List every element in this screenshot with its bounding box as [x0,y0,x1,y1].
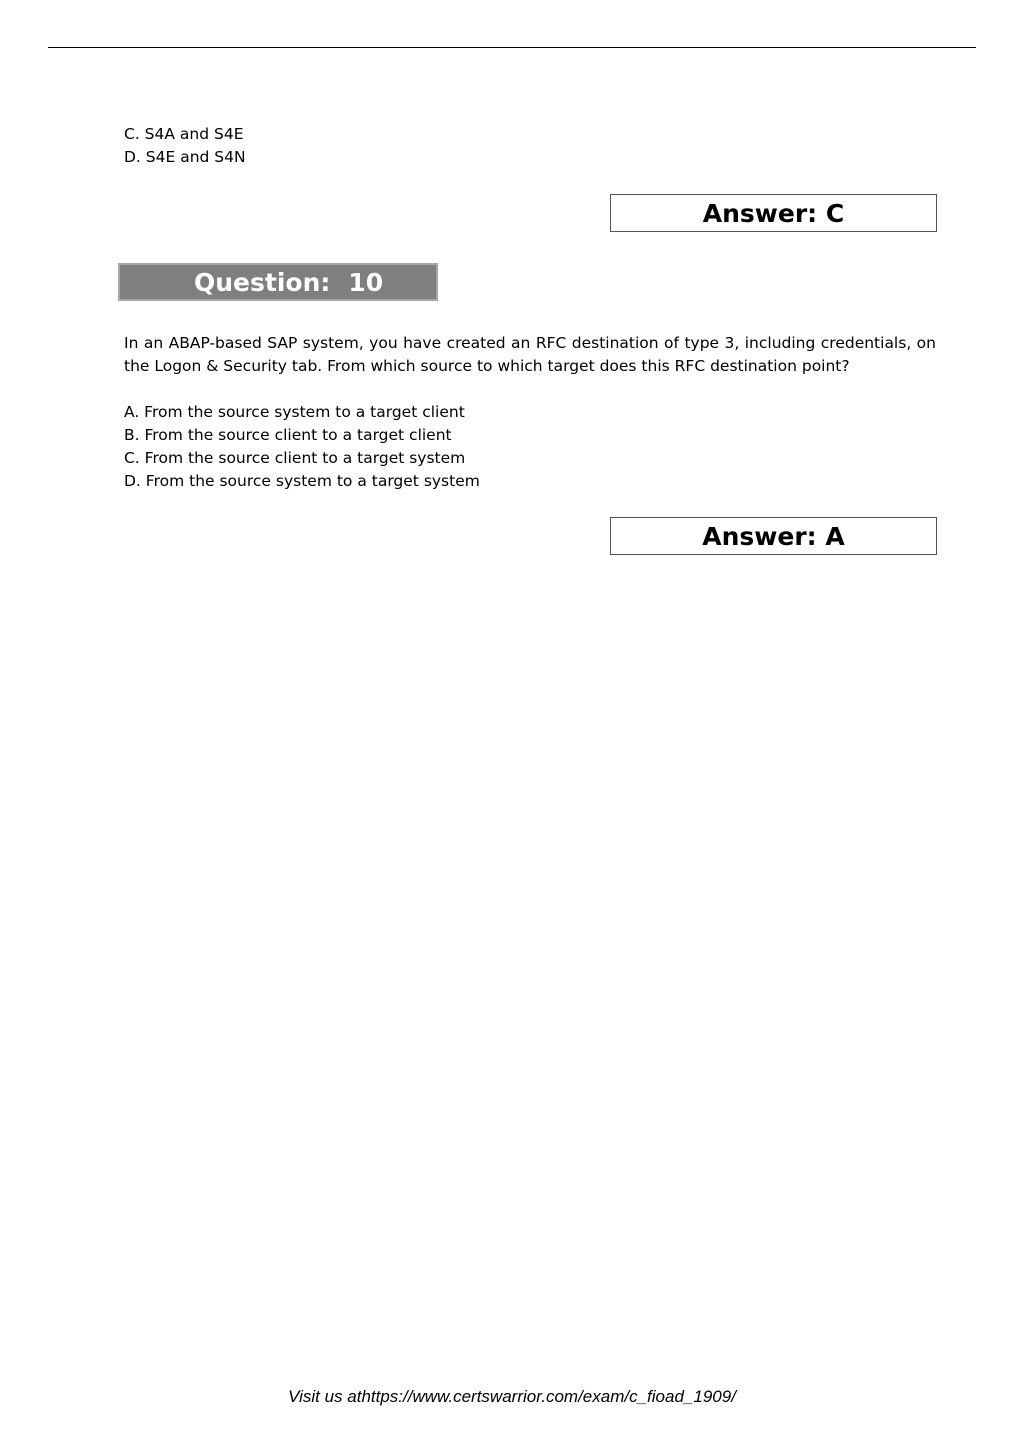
previous-answer-box [610,194,937,232]
question-label: Question: [194,267,331,297]
question-options [124,401,480,493]
answer-box [610,517,937,555]
option-item: D. From the source system to a target system [124,472,480,490]
question-number: 10 [348,267,384,297]
question-banner [118,263,438,301]
option-item: D. S4E and S4N [124,148,246,166]
footer-link[interactable]: Visit us athttps://www.certswarrior.com/exam/c_fioad_1909/ [288,1387,736,1406]
option-item: C. From the source client to a target system [124,449,466,467]
header-rule [48,47,976,48]
option-item: C. S4A and S4E [124,125,244,143]
option-item: A. From the source system to a target client [124,403,465,421]
option-item: B. From the source client to a target client [124,426,452,444]
answer-label: Answer: C [702,198,845,228]
previous-question-options [124,123,246,169]
question-text: In an ABAP-based SAP system, you have created an RFC destination of type 3, including credentials, on the Logon & Security tab. From which source to which target does this RFC destination point? [124,334,936,375]
answer-label: Answer: A [702,521,845,551]
